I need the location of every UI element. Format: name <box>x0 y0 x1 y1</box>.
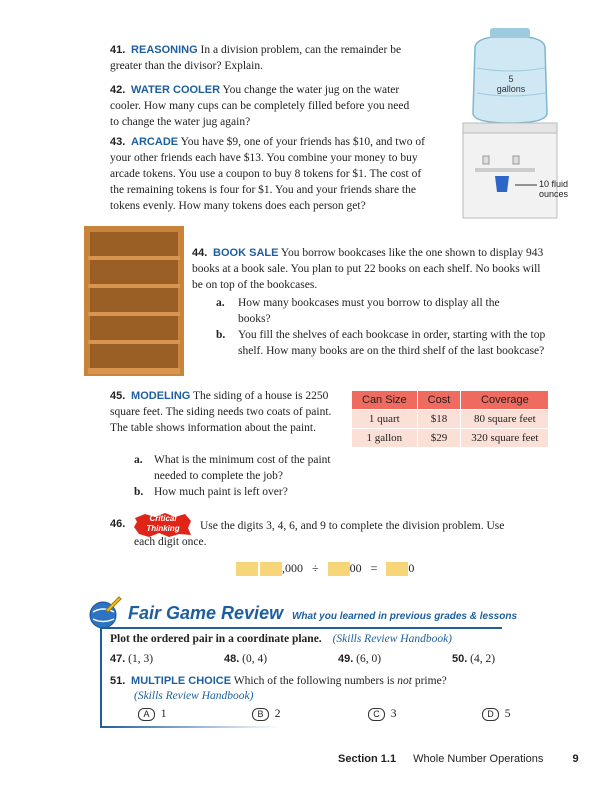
question-keyword: BOOK SALE <box>213 247 279 259</box>
badge-line: Critical <box>149 514 177 523</box>
question-keyword: ARCADE <box>131 136 179 148</box>
question-number: 42. <box>110 84 126 96</box>
question-keyword: WATER COOLER <box>131 84 221 96</box>
part-text: How many bookcases must you borrow to display all the books? <box>238 297 500 325</box>
answer-box[interactable] <box>236 562 258 576</box>
bookcase-icon <box>84 226 184 376</box>
page-number: 9 <box>572 753 579 765</box>
division-equation <box>236 561 414 576</box>
question-51 <box>110 675 447 687</box>
question-51-reference: (Skills Review Handbook) <box>134 690 254 702</box>
page-footer <box>338 753 578 765</box>
question-keyword: REASONING <box>131 44 198 56</box>
question-46-text: Use the digits 3, 4, 6, and 9 to complete the division problem. Use each digit once. <box>134 520 505 548</box>
fair-game-instruction <box>110 633 452 645</box>
list-item <box>224 653 267 665</box>
badge-line: Thinking <box>146 524 180 533</box>
question-45-part-a <box>134 452 339 484</box>
answer-box[interactable] <box>328 562 350 576</box>
question-text: prime? <box>414 675 447 687</box>
question-41 <box>110 42 410 74</box>
jug-label-line: 5 <box>508 74 514 84</box>
cup-label-line: ounces <box>539 189 569 199</box>
option-a[interactable] <box>138 708 167 721</box>
answer-box[interactable] <box>386 562 408 576</box>
table-cell: $29 <box>417 429 461 448</box>
table-cell: 1 gallon <box>352 429 417 448</box>
item-value: (4, 2) <box>470 653 496 665</box>
pencil-globe-icon <box>88 596 122 630</box>
fair-game-left-rule <box>100 627 102 727</box>
equation-text: 00 <box>349 561 362 575</box>
option-letter[interactable]: C <box>368 708 385 721</box>
fair-game-header <box>128 603 517 624</box>
question-text: In a division problem, can the remainder be greater than the divisor? Explain. <box>110 44 402 72</box>
item-number: 47. <box>110 653 126 665</box>
divide-sign: ÷ <box>312 561 319 575</box>
part-label: a. <box>134 454 143 466</box>
question-text: The siding of a house is 2250 square feet. The siding needs two coats of paint. The table shows information about the paint. <box>110 390 332 434</box>
table-header-row <box>352 391 549 410</box>
answer-box[interactable] <box>260 562 282 576</box>
part-text: You fill the shelves of each bookcase in order, starting with the top shelf. How many books are on the third shelf of the last bookcase? <box>238 329 546 357</box>
water-cooler-icon <box>455 28 595 223</box>
plot-items <box>110 653 510 669</box>
part-label: b. <box>216 329 226 341</box>
question-number: 41. <box>110 44 126 56</box>
table-row <box>352 410 549 429</box>
question-text: You have $9, one of your friends has $10, and two of your other friends each have $13. You combine your money to buy arcade tokens. You use a coupon to buy 8 tokens for $1. The cost of the remaining tokens is four for $1. You and your friends share the tokens evenly. How many tokens does each person get? <box>110 136 426 212</box>
table-cell: 320 square feet <box>461 429 549 448</box>
table-row <box>352 429 549 448</box>
fair-game-logo <box>88 596 122 630</box>
list-item <box>110 653 153 665</box>
fair-game-rule <box>100 627 502 629</box>
question-text: Which of the following numbers is <box>233 675 395 687</box>
table-header: Cost <box>417 391 461 410</box>
option-letter[interactable]: D <box>482 708 499 721</box>
question-43 <box>110 134 435 214</box>
instruction-text: Plot the ordered pair in a coordinate plane. <box>110 633 322 645</box>
cup-label-line: 10 fluid <box>539 179 569 189</box>
question-number: 44. <box>192 247 208 259</box>
question-42 <box>110 82 420 130</box>
part-text: What is the minimum cost of the paint needed to complete the job? <box>154 454 331 482</box>
fair-game-title: Fair Game Review <box>128 603 284 623</box>
paint-table <box>352 391 549 447</box>
option-value: 2 <box>274 708 281 720</box>
part-label: a. <box>216 297 225 309</box>
cup-label <box>539 179 568 199</box>
footer-topic: Whole Number Operations <box>413 753 544 765</box>
question-45-part-b <box>134 484 339 500</box>
jug-label-line: gallons <box>496 84 526 94</box>
table-header: Can Size <box>352 391 417 410</box>
option-c[interactable] <box>368 708 397 721</box>
fair-game-bottom-rule <box>100 726 280 728</box>
part-text: How much paint is left over? <box>154 486 288 498</box>
table-cell: 80 square feet <box>461 410 549 429</box>
question-emphasis: not <box>397 675 412 687</box>
option-value: 1 <box>160 708 167 720</box>
item-value: (1, 3) <box>128 653 154 665</box>
equation-text: 0 <box>408 561 415 575</box>
jug-label <box>485 74 537 94</box>
option-letter[interactable]: B <box>252 708 269 721</box>
question-46-number <box>110 518 125 530</box>
question-44-part-b <box>216 327 556 359</box>
item-number: 48. <box>224 653 240 665</box>
question-45 <box>110 388 338 436</box>
item-value: (6, 0) <box>356 653 382 665</box>
answer-options <box>138 708 538 724</box>
question-keyword: MULTIPLE CHOICE <box>131 675 232 687</box>
question-text: You borrow bookcases like the one shown to display 943 books at a book sale. You plan to put 22 books on each shelf. No books will be on top of the bookcases. <box>192 247 544 291</box>
fair-game-subtitle: What you learned in previous grades & lessons <box>291 611 518 622</box>
question-44-part-a <box>216 295 546 327</box>
equation-text: ,000 <box>282 561 303 575</box>
table-cell: 1 quart <box>352 410 417 429</box>
list-item <box>338 653 381 665</box>
table-header: Coverage <box>461 391 549 410</box>
instruction-reference: (Skills Review Handbook) <box>332 633 452 645</box>
bookcase-illustration <box>84 226 184 376</box>
question-text: You change the water jug on the water cooler. How many cups can be completely filled before you need to change the water jug again? <box>110 84 410 128</box>
item-value: (0, 4) <box>242 653 268 665</box>
option-letter[interactable]: A <box>138 708 155 721</box>
item-number: 49. <box>338 653 354 665</box>
option-b[interactable] <box>252 708 281 721</box>
option-value: 5 <box>504 708 511 720</box>
water-cooler-illustration <box>455 28 595 223</box>
footer-section: Section 1.1 <box>338 753 397 765</box>
question-keyword: MODELING <box>131 390 191 402</box>
option-d[interactable] <box>482 708 511 721</box>
question-44 <box>192 245 552 293</box>
item-number: 50. <box>452 653 468 665</box>
question-number: 46. <box>110 518 126 530</box>
question-number: 43. <box>110 136 126 148</box>
question-number: 45. <box>110 390 126 402</box>
list-item <box>452 653 495 665</box>
question-number: 51. <box>110 675 126 687</box>
table-cell: $18 <box>417 410 461 429</box>
part-label: b. <box>134 486 144 498</box>
option-value: 3 <box>390 708 397 720</box>
equals-sign: = <box>370 561 378 575</box>
